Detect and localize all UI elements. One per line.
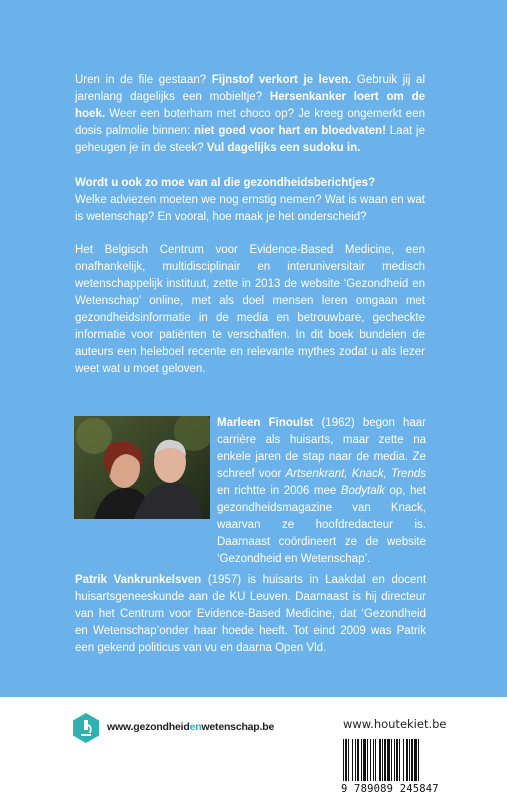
about-paragraph: Het Belgisch Centrum voor Evidence-Based Medicine, een onafhankelijk, multidisciplinair en interuniversitair medisch wetenschappelijk instituut, zette in 2013 de website ‘Gezondheid en Wetenschap’ online, met als doel mensen leren omgaan met gezondheidsinformatie in de media en betrouwbare, gecheckte informatie voor patiënten te verschaffen. In dit boek bundelen de auteurs een heleboel recente en relevante mythes zodat u als lezer weet wat u moet geloven. xyxy=(75,244,425,375)
barcode-bar xyxy=(409,739,410,781)
isbn-number: 9 789089 245847 xyxy=(341,783,439,795)
barcode-bar xyxy=(391,739,392,781)
barcode-bar xyxy=(414,739,417,781)
publisher-url[interactable]: www.houtekiet.be xyxy=(343,717,447,731)
barcode-bar xyxy=(345,739,347,781)
author1-name: Marleen Finoulst xyxy=(217,417,314,429)
author2-text: (1957) is huisarts in Laakdal en docent huisartsgeneeskunde aan de KU Leuven. Daarnaast is hij directeur van het Centrum voor Evidence-Based Medicine, dat ‘Gezondheid en Wetenschap’onder haar hoede heeft. Tot eind 2009 was Patrik een gekend politicus van vu en daarna Open Vld. xyxy=(75,574,427,654)
barcode-bar xyxy=(370,739,371,781)
intro-paragraph xyxy=(75,72,425,157)
barcode-bar xyxy=(352,739,353,781)
barcode-bar xyxy=(406,739,408,781)
author1-bio-top xyxy=(217,415,426,568)
barcode-bar xyxy=(373,739,374,781)
question-text: Welke adviezen moeten we nog ernstig nemen? Wat is waan en wat is wetenschap? En vooral, hoe maak je het onderscheid? xyxy=(75,194,425,223)
author1-text: op, het gezondheidsmagazine van Knack, waarvan ze hoofdredacteur is. Daarnaast coördineert ze de website ‘Gezondheid en Wetenschap’. xyxy=(217,485,426,565)
question-heading: Wordt u ook zo moe van al die gezondheidsberichtjes? xyxy=(75,177,376,189)
author1-publications: Artsenkrant, Knack, Trends xyxy=(285,468,426,480)
barcode-bar xyxy=(361,739,362,781)
barcode-bar xyxy=(379,739,381,781)
isbn-barcode xyxy=(341,739,445,784)
intro-highlight: Vul dagelijks een sudoku in. xyxy=(206,142,361,154)
barcode-bar xyxy=(384,739,386,781)
author2-bio xyxy=(75,572,426,657)
site-accent-text: en xyxy=(189,721,202,733)
barcode-bar xyxy=(418,739,419,781)
hexagon-microscope-icon xyxy=(72,712,100,744)
intro-sentence: Uren in de file gestaan? xyxy=(75,74,212,86)
barcode-bar xyxy=(357,739,359,781)
barcode-bar xyxy=(399,739,400,781)
author1-text: en richtte in 2006 mee xyxy=(217,485,341,497)
barcode-bar xyxy=(411,739,413,781)
barcode-bar xyxy=(355,739,356,781)
barcode-bar xyxy=(403,739,404,781)
authors-photo xyxy=(74,416,210,519)
barcode-bar xyxy=(348,739,349,781)
author2-name: Patrik Vankrunkelsven xyxy=(75,574,202,586)
question-paragraph xyxy=(75,175,425,226)
barcode-bar xyxy=(343,739,344,781)
barcode-bar xyxy=(394,739,395,781)
barcode-bar xyxy=(396,739,398,781)
intro-sentence: Weer een boterham met choco op? Je kreeg ongemerkt een dosis palmolie binnen: xyxy=(75,108,425,137)
site-text: wetenschap.be xyxy=(201,721,275,733)
site-text: www.gezondheid xyxy=(107,721,190,733)
intro-sentence: Gebruik jij al jarenlang dagelijks een mobieltje? xyxy=(75,74,426,103)
intro-highlight: Fijnstof verkort je leven. xyxy=(211,74,352,86)
intro-sentence: Laat je geheugen je in de steek? xyxy=(75,125,425,154)
author1-text: (1962) begon haar carrière als huisarts, maar zette na enkele jaren de stap naar de media. Ze schreef voor xyxy=(217,417,426,480)
barcode-bar xyxy=(367,739,368,781)
footer-strip xyxy=(0,697,507,800)
barcode-bar xyxy=(382,739,383,781)
author1-magazine: Bodytalk xyxy=(340,485,385,497)
intro-highlight: Hersenkanker loert om de hoek. xyxy=(75,91,425,120)
barcode-bar xyxy=(387,739,390,781)
barcode-bar xyxy=(363,739,366,781)
intro-highlight: niet goed voor hart en bloedvaten! xyxy=(194,125,386,137)
barcode-bar xyxy=(375,739,376,781)
website-link[interactable] xyxy=(107,721,274,733)
